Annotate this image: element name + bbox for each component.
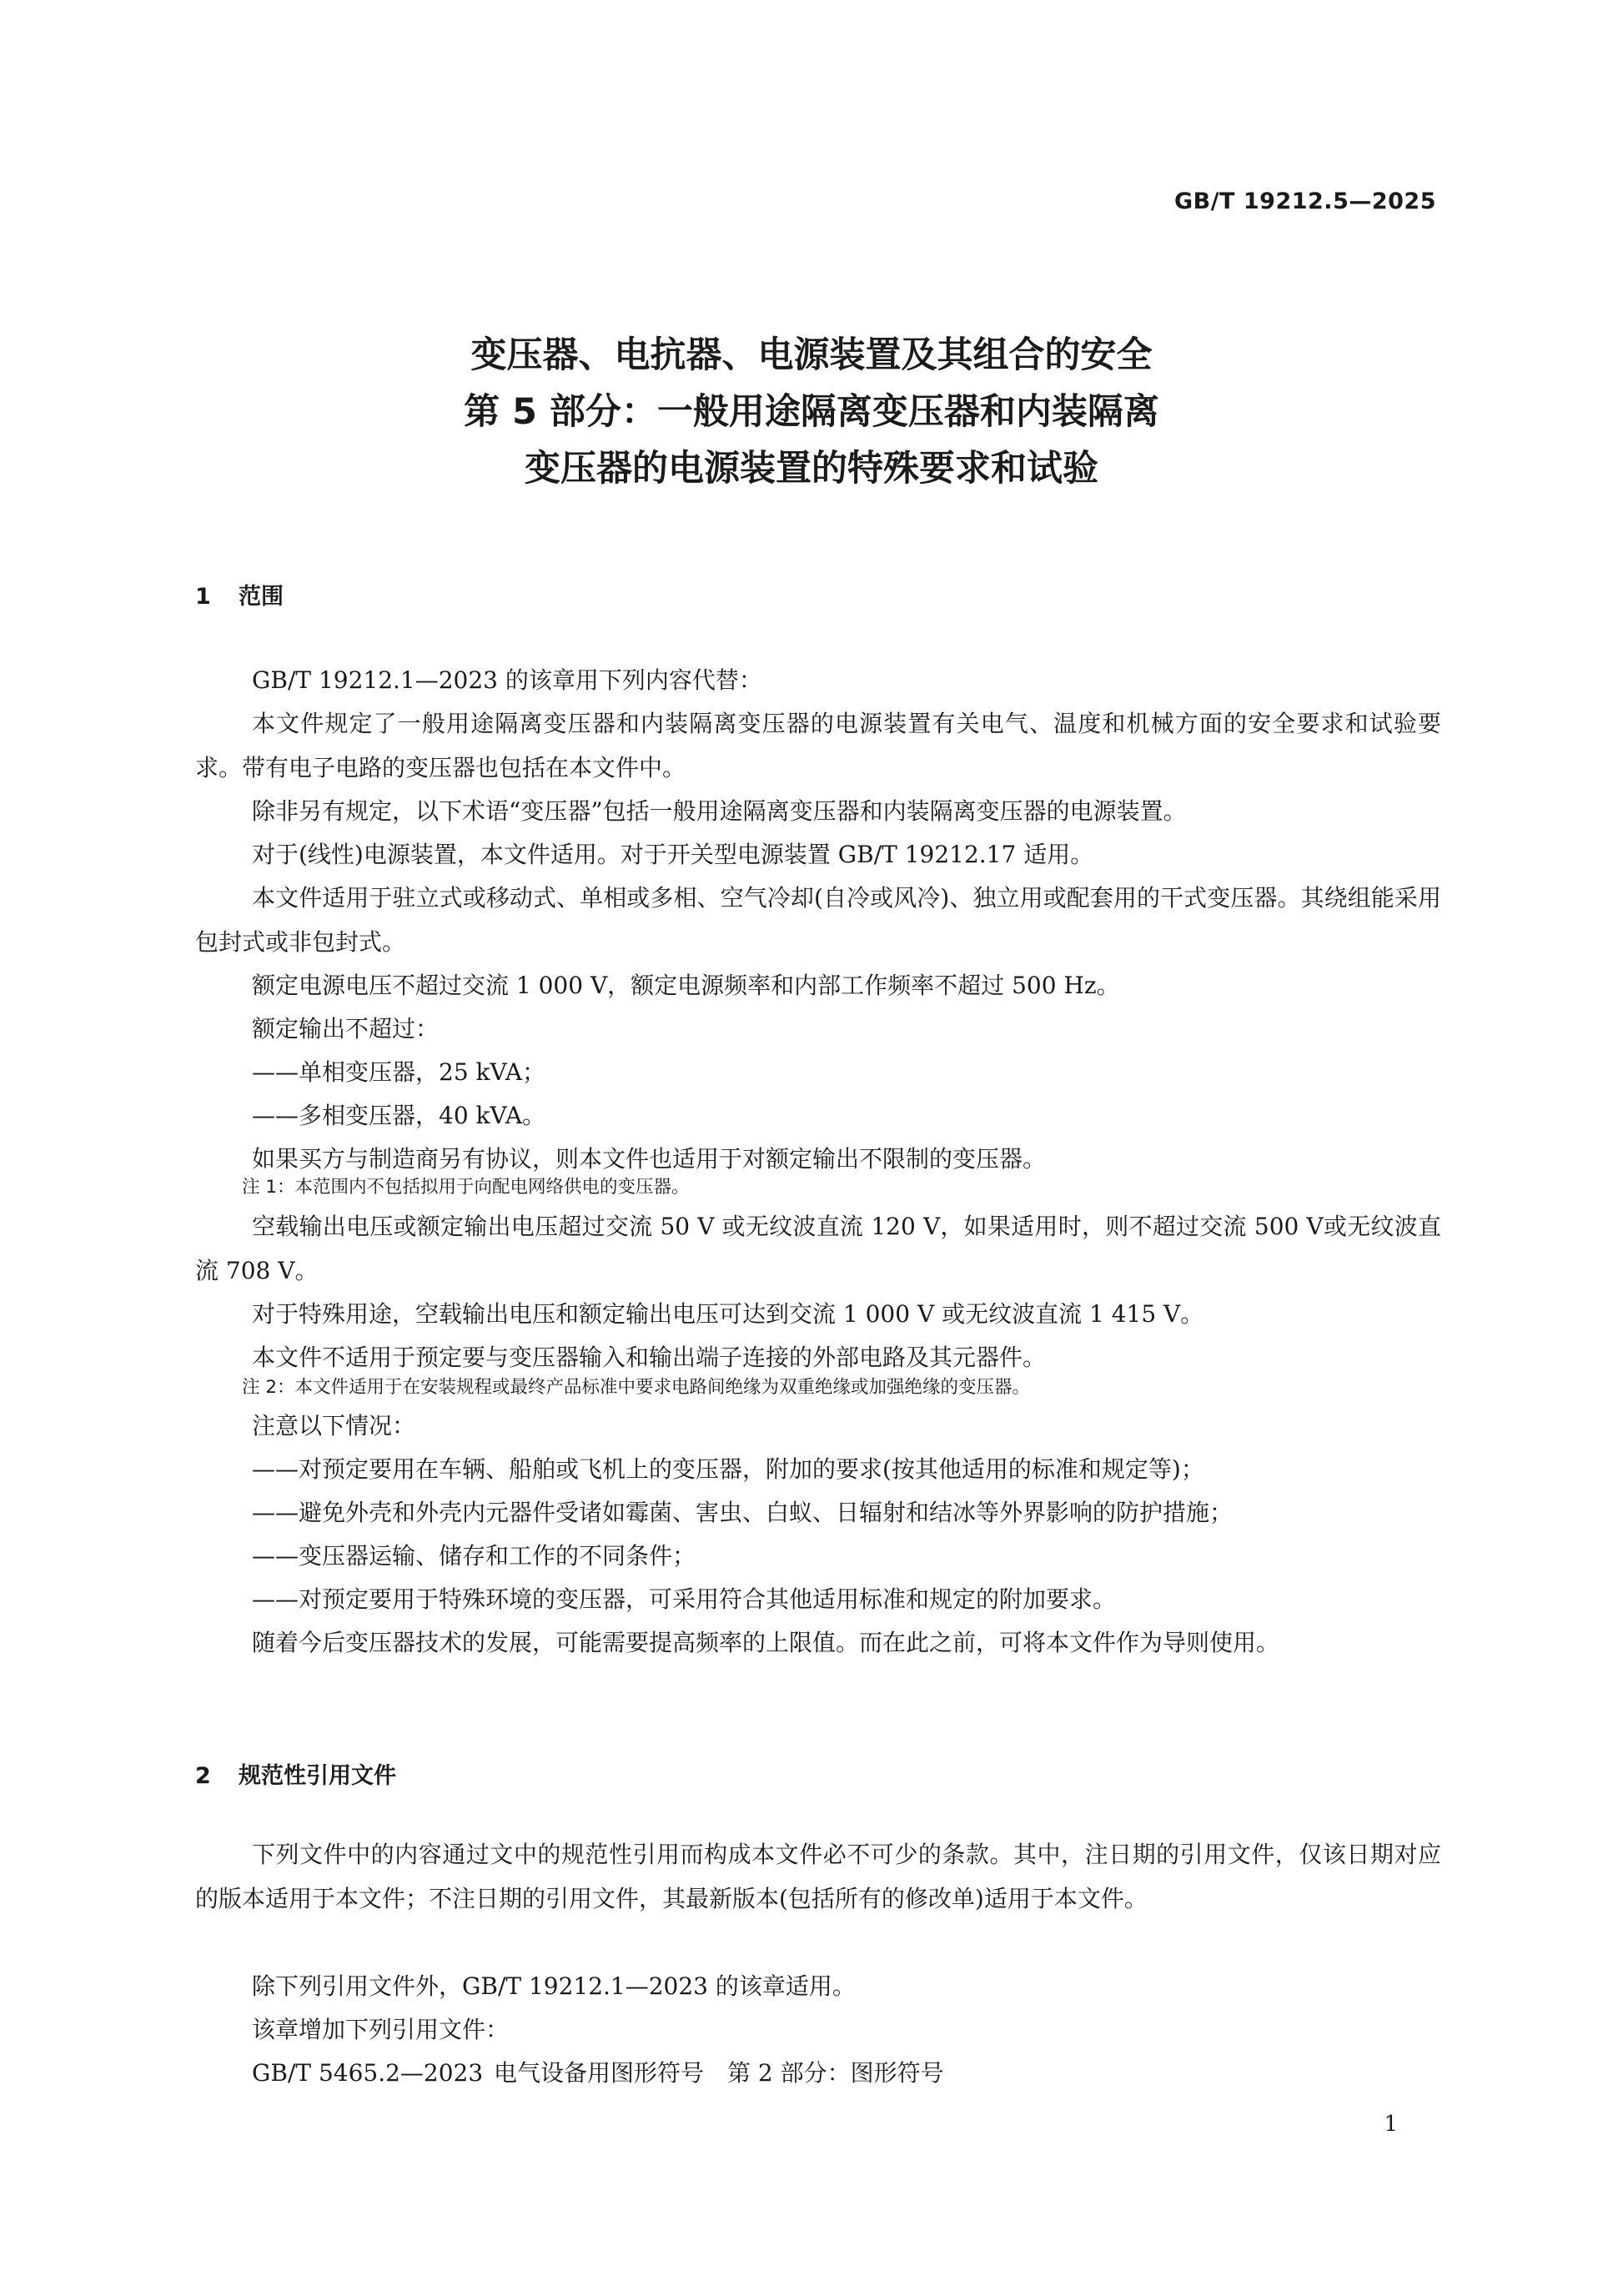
section-2-heading <box>195 1757 396 1790</box>
paragraph: GB/T 19212.1—2023 的该章用下列内容代替： <box>252 666 762 694</box>
paragraph: 对于特殊用途，空载输出电压和额定输出电压可达到交流 1 000 V 或无纹波直流 1 415 V。 <box>252 1300 1204 1328</box>
paragraph: 本文件不适用于预定要与变压器输入和输出端子连接的外部电路及其元器件。 <box>252 1344 1047 1371</box>
page-number: 1 <box>1384 2112 1398 2137</box>
section-1-number: 1 <box>195 584 211 610</box>
title-line-3: 变压器的电源装置的特殊要求和试验 <box>525 448 1098 490</box>
paragraph: 如果买方与制造商另有协议，则本文件也适用于对额定输出不限制的变压器。 <box>252 1145 1047 1173</box>
section-1-heading <box>195 578 284 610</box>
paragraph: 额定输出不超过： <box>252 1015 440 1042</box>
list-item: ——避免外壳和外壳内元器件受诸如霉菌、害虫、白蚁、日辐射和结冰等外界影响的防护措施； <box>252 1499 1234 1526</box>
reference-entry <box>252 2052 944 2095</box>
standard-number: GB/T 19212.5—2025 <box>1173 188 1436 214</box>
paragraph: 下列文件中的内容通过文中的规范性引用而构成本文件必不可少的条款。其中，注日期的引用文件，仅该日期对应的版本适用于本文件；不注日期的引用文件，其最新版本(包括所有的修改单)适用于本文件。 <box>195 1841 1441 1912</box>
title-line-1: 变压器、电抗器、电源装置及其组合的安全 <box>470 334 1153 376</box>
paragraph: 除下列引用文件外，GB/T 19212.1—2023 的该章适用。 <box>252 1972 856 2000</box>
paragraph: 空载输出电压或额定输出电压超过交流 50 V 或无纹波直流 120 V，如果适用时，则不超过交流 500 V或无纹波直流 708 V。 <box>195 1213 1441 1284</box>
reference-code: GB/T 5465.2—2023 <box>252 2059 484 2087</box>
note-2 <box>242 1373 1443 1403</box>
list-item: ——对预定要用在车辆、船舶或飞机上的变压器，附加的要求(按其他适用的标准和规定等)； <box>252 1455 1204 1483</box>
list-item: ——对预定要用于特殊环境的变压器，可采用符合其他适用标准和规定的附加要求。 <box>252 1585 1117 1613</box>
list-item: ——单相变压器，25 kVA； <box>252 1058 546 1086</box>
title-line-2: 第 5 部分：一般用途隔离变压器和内装隔离 <box>464 391 1159 433</box>
paragraph: 额定电源电压不超过交流 1 000 V，额定电源频率和内部工作频率不超过 500 Hz。 <box>252 972 1120 999</box>
note-1 <box>242 1173 1443 1203</box>
paragraph: 本文件规定了一般用途隔离变压器和内装隔离变压器的电源装置有关电气、温度和机械方面的安全要求和试验要求。带有电子电路的变压器也包括在本文件中。 <box>195 710 1441 781</box>
list-item: ——多相变压器，40 kVA。 <box>252 1102 546 1129</box>
paragraph: 对于(线性)电源装置，本文件适用。对于开关型电源装置 GB/T 19212.17 适用。 <box>252 841 1094 868</box>
reference-title: 电气设备用图形符号 第 2 部分：图形符号 <box>494 2059 944 2087</box>
document-title <box>0 327 1623 497</box>
list-item: ——变压器运输、储存和工作的不同条件； <box>252 1542 696 1570</box>
section-2-title: 规范性引用文件 <box>239 1763 396 1789</box>
paragraph: 随着今后变压器技术的发展，可能需要提高频率的上限值。而在此之前，可将本文件作为导则使用。 <box>252 1629 1280 1656</box>
paragraph: 注意以下情况： <box>252 1412 416 1439</box>
note-text: 本文件适用于在安装规程或最终产品标准中要求电路间绝缘为双重绝缘或加强绝缘的变压器。 <box>294 1377 1031 1398</box>
paragraph: 该章增加下列引用文件： <box>252 2016 510 2043</box>
section-1-title: 范围 <box>239 584 284 610</box>
note-label: 注 1： <box>242 1177 295 1198</box>
note-text: 本范围内不包括拟用于向配电网络供电的变压器。 <box>294 1177 690 1198</box>
note-label: 注 2： <box>242 1377 295 1398</box>
paragraph: 本文件适用于驻立式或移动式、单相或多相、空气冷却(自冷或风冷)、独立用或配套用的干式变压器。其绕组能采用包封式或非包封式。 <box>195 884 1441 956</box>
paragraph: 除非另有规定，以下术语“变压器”包括一般用途隔离变压器和内装隔离变压器的电源装置。 <box>252 797 1187 825</box>
section-2-number: 2 <box>195 1763 211 1789</box>
